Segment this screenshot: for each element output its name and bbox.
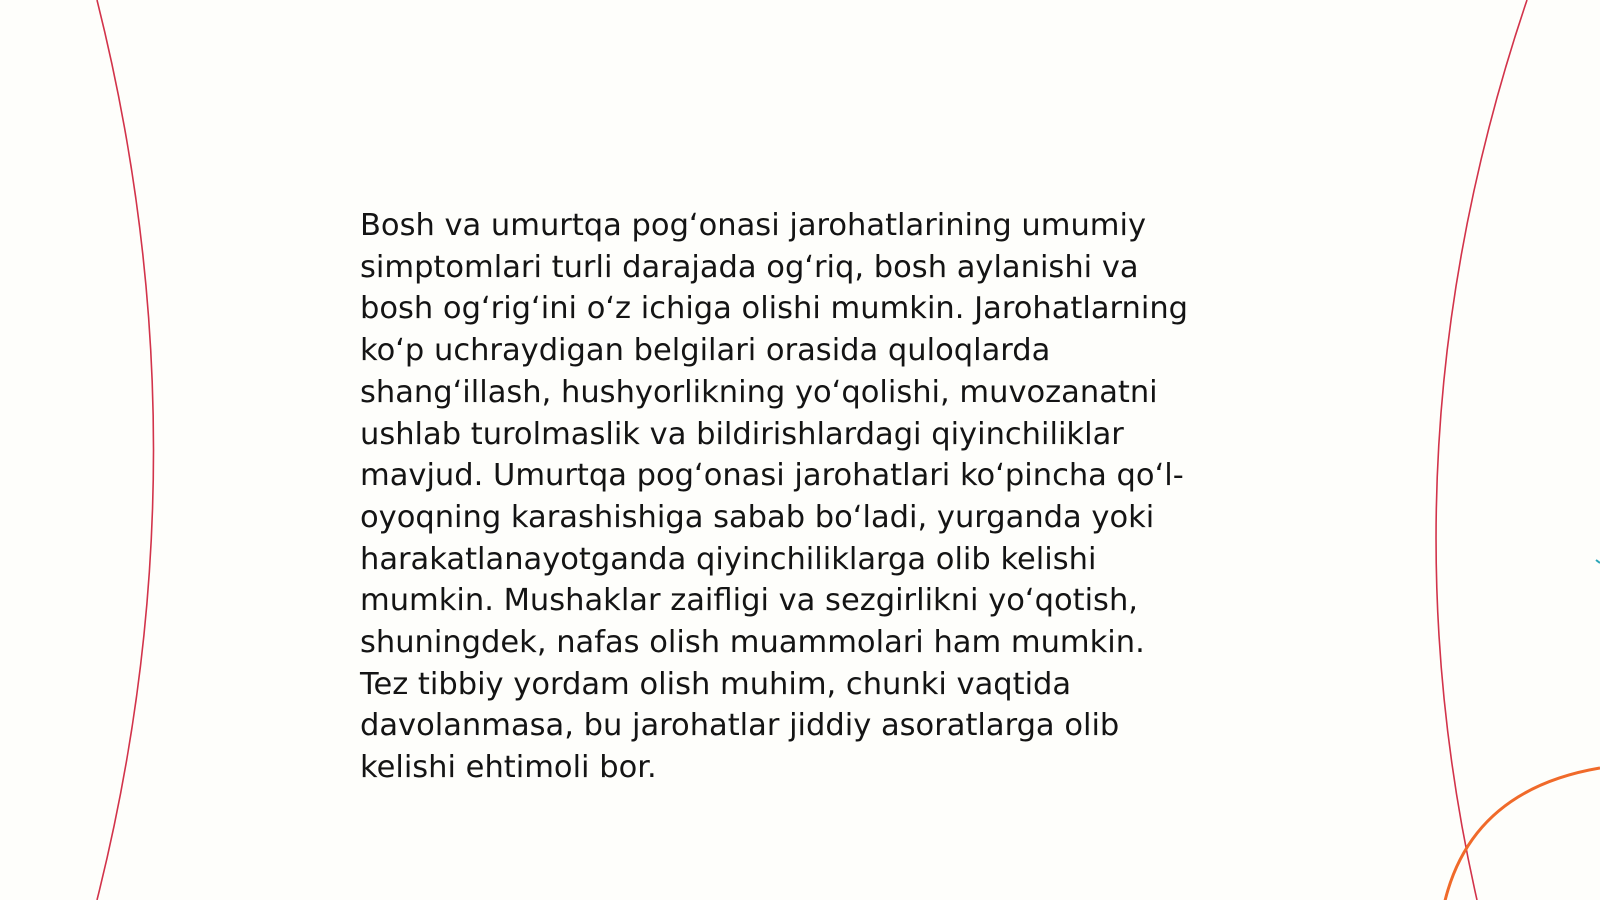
slide-body-text: Bosh va umurtqa pog‘onasi jarohatlarining umumiy simptomlari turli darajada og‘riq, bosh aylanishi va bosh og‘rig‘ini o‘z ichiga olishi mumkin. Jarohatlarning ko‘p uchraydigan belgilari orasida quloqlarda shang‘illash, hushyorlikning yo‘qolishi, muvozanatni ushlab turolmaslik va bildirishlardagi qiyinchiliklar mavjud. Umurtqa pog‘onasi jarohatlari ko‘pincha qo‘l- oyoqning karashishiga sabab bo‘ladi, yurganda yoki harakatlanayotganda qiyinchiliklarga olib kelishi mumkin. Mushaklar zaifligi va sezgirlikni yo‘qotish, shuningdek, nafas olish muammolari ham mumkin. Tez tibbiy yordam olish muhim, chunki vaqtida davolanmasa, bu jarohatlar jiddiy asoratlarga olib kelishi ehtimoli bor. xyxy=(360,208,1189,786)
left-curve-decoration xyxy=(97,0,154,900)
orange-arc-decoration xyxy=(1444,768,1600,900)
right-curve-decoration xyxy=(1436,0,1527,900)
teal-accent-decoration xyxy=(1596,560,1600,563)
